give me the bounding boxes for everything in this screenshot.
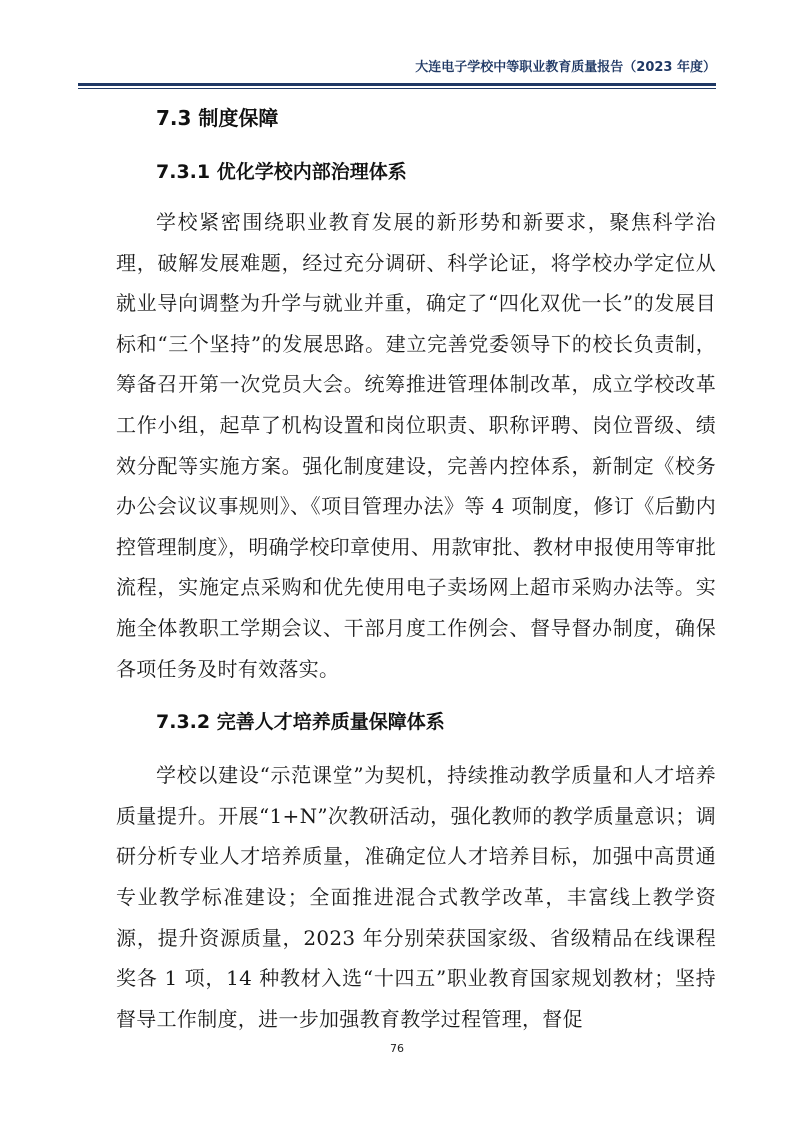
page-number: 76 — [390, 1042, 404, 1055]
subsection-paragraph-2: 学校以建设“示范课堂”为契机，持续推动教学质量和人才培养质量提升。开展“1+N”次教研活动，强化教师的教学质量意识；调研分析专业人才培养质量，准确定位人才培养目标，加强中高贯通专业教学标准建设；全面推进混合式教学改革，丰富线上教学资源，提升资源质量，2023 年分别荣获国家级、省级精品在线课程奖各 1 项，14 种教材入选“十四五”职业教育国家规划教材；坚持督导工作制度，进一步加强教育教学过程管理，督促 — [116, 763, 716, 1031]
header-rule-thick — [78, 83, 716, 86]
subsection-heading-2: 7.3.2 完善人才培养质量保障体系 — [156, 711, 445, 734]
subsection-heading-1: 7.3.1 优化学校内部治理体系 — [156, 161, 407, 183]
section-heading: 7.3 制度保障 — [156, 106, 279, 130]
subsection-paragraph-1: 学校紧密围绕职业教育发展的新形势和新要求，聚焦科学治理，破解发展难题，经过充分调研、科学论证，将学校办学定位从就业导向调整为升学与就业并重，确定了“四化双优一长”的发展目标和“三个坚持”的发展思路。建立完善党委领导下的校长负责制，筹备召开第一次党员大会。统筹推进管理体制改革，成立学校改革工作小组，起草了机构设置和岗位职责、职称评聘、岗位晋级、绩效分配等实施方案。强化制度建设，完善内控体系，新制定《校务办公会议议事规则》、《项目管理办法》等 4 项制度，修订《后勤内控管理制度》，明确学校印章使用、用款审批、教材申报使用等审批流程，实施定点采购和优先使用电子卖场网上超市采购办法等。实施全体教职工学期会议、干部月度工作例会、督导督办制度，确保各项任务及时有效落实。 — [116, 210, 716, 681]
page-content — [116, 94, 716, 1039]
header-rule-thin — [78, 88, 716, 89]
header-title: 大连电子学校中等职业教育质量报告（2023 年度） — [415, 60, 716, 75]
